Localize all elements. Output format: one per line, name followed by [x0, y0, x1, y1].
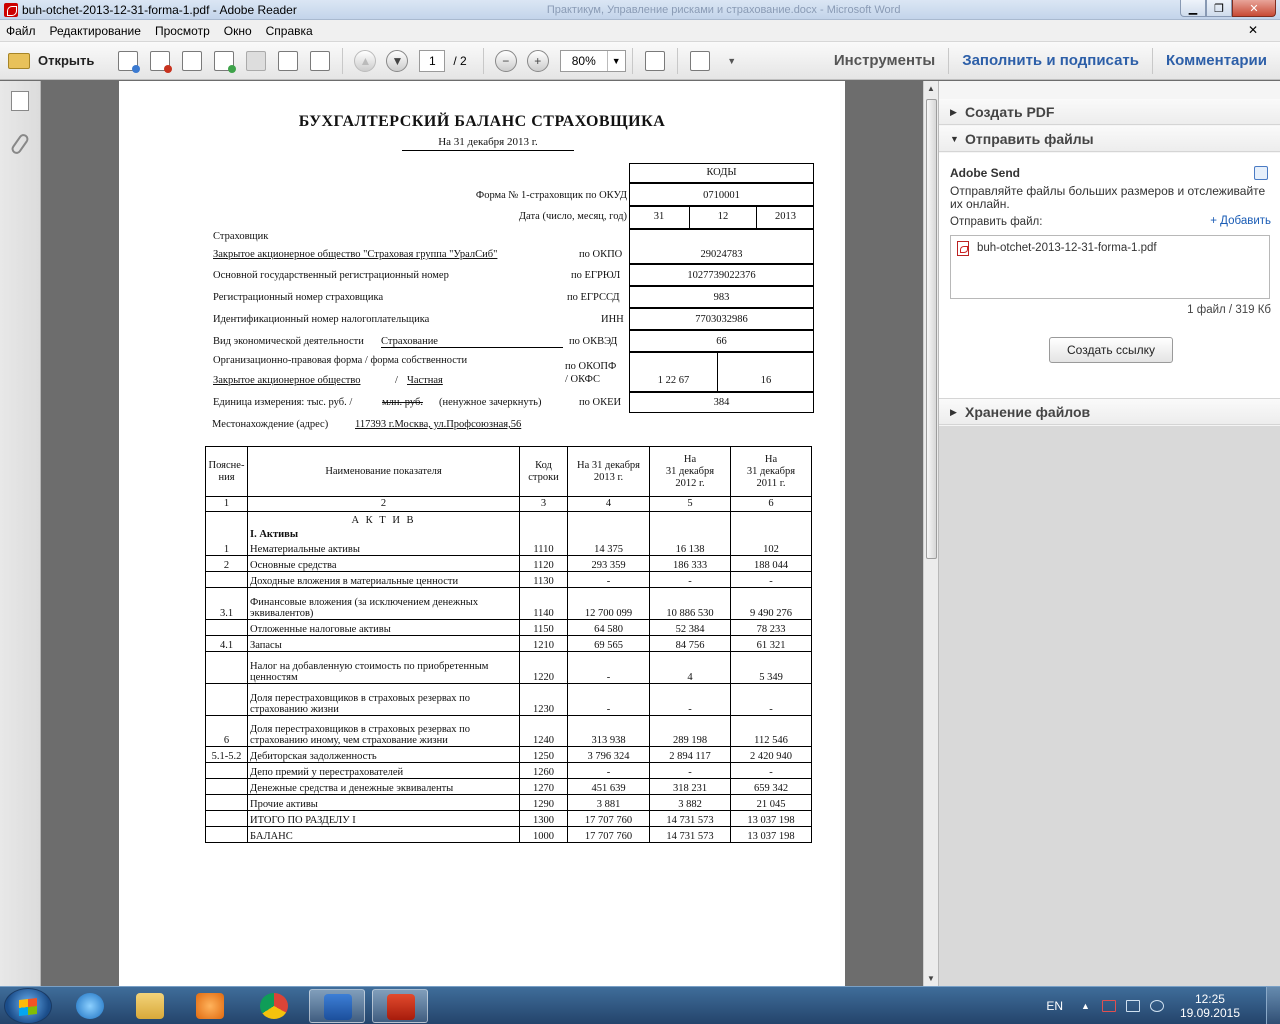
row-note [206, 572, 248, 588]
row-name: Налог на добавленную стоимость по приобретенным ценностям [248, 652, 520, 684]
document-scrollbar[interactable] [923, 81, 938, 986]
toolbar-separator [342, 48, 343, 74]
clock-date: 19.09.2015 [1179, 1006, 1240, 1020]
zoom-select[interactable] [560, 50, 626, 72]
fit-page-icon [645, 51, 665, 71]
activity-label: Вид экономической деятельности [213, 336, 364, 347]
row-code: 1290 [520, 795, 568, 811]
row-value-2013: 3 796 324 [568, 747, 650, 763]
table-row [206, 588, 812, 620]
table-row [206, 556, 812, 572]
header-notes: Поясне- ния [206, 447, 248, 497]
create-pdf-icon [118, 51, 138, 71]
tools-task-pane [938, 81, 1280, 986]
send-file-label: Отправить файл: [950, 216, 1043, 228]
row-code: 1230 [520, 684, 568, 716]
row-value-2013: 17 707 760 [568, 811, 650, 827]
insurer-name: Закрытое акционерное общество "Страховая группа "УралСиб" [213, 249, 498, 260]
row-value-2012: - [650, 572, 731, 588]
next-page-button[interactable] [383, 47, 411, 75]
colnum: 6 [731, 497, 812, 512]
table-cell [731, 526, 812, 540]
adobe-reader-icon [387, 994, 415, 1020]
table-row [206, 684, 812, 716]
row-value-2013: 12 700 099 [568, 588, 650, 620]
document-date-line: На 31 декабря 2013 г. [402, 136, 574, 151]
colnum: 3 [520, 497, 568, 512]
arrow-down-icon: ▼ [386, 50, 408, 72]
plus-icon: + [527, 50, 549, 72]
table-cell [650, 526, 731, 540]
okpo-value: 29024783 [700, 249, 743, 260]
egrul-label: по ЕГРЮЛ [571, 270, 621, 281]
egrssd-value: 983 [713, 292, 730, 303]
create-link-button[interactable]: Создать ссылку [1049, 337, 1173, 363]
row-value-2011: - [731, 684, 812, 716]
row-value-2011: - [731, 763, 812, 779]
row-note [206, 827, 248, 843]
okei-label: по ОКЕИ [579, 397, 622, 408]
row-code: 1130 [520, 572, 568, 588]
main-toolbar [0, 42, 1280, 80]
row-value-2013: 313 938 [568, 716, 650, 747]
language-indicator[interactable]: EN [1046, 999, 1064, 1013]
inn-label: ИНН [601, 314, 624, 325]
row-name: Доля перестраховщиков в страховых резервах по страхованию иному, чем страхование жизни [248, 716, 520, 747]
date-year: 2013 [775, 211, 796, 222]
fill-sign-pane-button[interactable]: Заполнить и подписать [948, 48, 1152, 74]
pencil-icon [182, 51, 202, 71]
egrssd-label: по ЕГРССД [567, 292, 620, 303]
table-row [206, 652, 812, 684]
row-value-2011: 112 546 [731, 716, 812, 747]
row-note: 2 [206, 556, 248, 572]
row-name: Прочие активы [248, 795, 520, 811]
taskbar-ie[interactable] [62, 989, 118, 1023]
attachments-paperclip-icon[interactable] [10, 132, 31, 156]
page-count: / 2 [453, 53, 467, 68]
row-name: Отложенные налоговые активы [248, 620, 520, 636]
clock[interactable] [1180, 992, 1240, 1020]
okpo-label: по ОКПО [579, 249, 623, 260]
file-count: 1 файл / 319 Кб [1187, 304, 1271, 316]
codes-row-split [629, 352, 718, 392]
row-value-2012: 186 333 [650, 556, 731, 572]
row-name: Денежные средства и денежные эквиваленты [248, 779, 520, 795]
row-value-2012: 3 882 [650, 795, 731, 811]
add-file-link[interactable]: + Добавить [1210, 215, 1271, 227]
table-row [206, 827, 812, 843]
row-note: 5.1-5.2 [206, 747, 248, 763]
table-cell [568, 526, 650, 540]
unit-struck: млн. руб. [382, 397, 423, 408]
header-name: Наименование показателя [248, 447, 520, 497]
table-row [206, 620, 812, 636]
task-pane-links [821, 42, 1280, 80]
row-value-2013: - [568, 572, 650, 588]
network-icon[interactable] [1102, 1000, 1116, 1012]
file-list-item[interactable]: buh-otchet-2013-12-31-forma-1.pdf [977, 242, 1157, 254]
upload-button[interactable] [210, 47, 238, 75]
okfs-value: 16 [760, 375, 772, 386]
taskbar-explorer[interactable] [122, 989, 178, 1023]
row-name: ИТОГО ПО РАЗДЕЛУ I [248, 811, 520, 827]
adobe-send-icon [1254, 166, 1268, 180]
table-row [206, 779, 812, 795]
table-cell [731, 512, 812, 526]
table-row [206, 763, 812, 779]
row-name: БАЛАНС [248, 827, 520, 843]
title-bar [0, 0, 1280, 20]
row-code: 1110 [520, 540, 568, 556]
egrul-value: 1027739022376 [687, 270, 756, 281]
document-title: БУХГАЛТЕРСКИЙ БАЛАНС СТРАХОВЩИКА [298, 113, 666, 130]
chrome-icon [260, 993, 288, 1019]
okfs-label: / ОКФС [565, 374, 600, 385]
row-note: 4.1 [206, 636, 248, 652]
comments-pane-button[interactable]: Комментарии [1152, 48, 1280, 74]
okved-value: 66 [716, 336, 727, 347]
row-value-2012: 84 756 [650, 636, 731, 652]
volume-icon[interactable] [1150, 1000, 1164, 1012]
close-document-icon[interactable]: ✕ [1247, 23, 1258, 37]
row-value-2013: 3 881 [568, 795, 650, 811]
adobe-send-description: Отправляйте файлы больших размеров и отслеживайте их онлайн. [950, 184, 1266, 211]
fit-page-button[interactable] [641, 47, 669, 75]
okopf-value: 1 22 67 [657, 375, 690, 386]
unit-note: (ненужное зачеркнуть) [439, 397, 542, 408]
toolbar-overflow-button[interactable] [718, 47, 746, 75]
row-value-2011: 659 342 [731, 779, 812, 795]
print-button[interactable] [274, 47, 302, 75]
open-button[interactable] [8, 53, 94, 69]
row-value-2012: 2 894 117 [650, 747, 731, 763]
row-note [206, 779, 248, 795]
row-name: Нематериальные активы [248, 540, 520, 556]
toolbar-separator [483, 48, 484, 74]
table-header-row [206, 447, 812, 497]
table-cell [520, 512, 568, 526]
address-label: Местонахождение (адрес) [212, 419, 329, 430]
okopf-label: по ОКОПФ [565, 361, 617, 372]
date-day: 31 [653, 211, 665, 222]
row-code: 1210 [520, 636, 568, 652]
row-value-2012: 318 231 [650, 779, 731, 795]
row-note [206, 763, 248, 779]
row-value-2013: - [568, 763, 650, 779]
row-code: 1300 [520, 811, 568, 827]
address-value: 117393 г.Москва, ул.Профсоюзная,56 [355, 419, 522, 430]
create-pdf-label: Создать PDF [965, 104, 1055, 120]
triangle-down-icon: ▼ [950, 134, 959, 144]
windows-taskbar [0, 986, 1280, 1024]
regnum-label: Регистрационный номер страховщика [213, 292, 384, 303]
triangle-right-icon: ▶ [950, 107, 957, 117]
export-pdf-tool-button[interactable] [146, 47, 174, 75]
row-code: 1240 [520, 716, 568, 747]
menu-help[interactable]: Справка [265, 23, 313, 38]
zoom-in-button[interactable] [524, 47, 552, 75]
table-row [206, 795, 812, 811]
send-files-section[interactable] [939, 126, 1280, 152]
unit-label: Единица измерения: тыс. руб. / [213, 397, 353, 408]
create-pdf-tool-button[interactable] [114, 47, 142, 75]
inn-value: 7703032986 [695, 314, 748, 325]
table-row [206, 540, 812, 556]
full-screen-button[interactable] [686, 47, 714, 75]
row-name: Доля перестраховщиков в страховых резервах по страхованию жизни [248, 684, 520, 716]
form-code: 0710001 [703, 190, 740, 201]
system-tray [1046, 987, 1280, 1024]
create-pdf-section[interactable] [939, 99, 1280, 125]
taskbar-word[interactable] [309, 989, 365, 1023]
table-row [206, 716, 812, 747]
ownership-value: Частная [407, 375, 443, 386]
minus-icon: − [495, 50, 517, 72]
row-value-2013: 293 359 [568, 556, 650, 572]
pdf-page [119, 81, 845, 986]
table-row [206, 572, 812, 588]
arrow-up-icon: ▲ [354, 50, 376, 72]
colnum: 4 [568, 497, 650, 512]
row-value-2012: - [650, 763, 731, 779]
section-header-row [206, 512, 812, 526]
row-value-2011: 9 490 276 [731, 588, 812, 620]
row-note [206, 795, 248, 811]
save-button[interactable] [242, 47, 270, 75]
menu-window[interactable]: Окно [223, 23, 252, 38]
row-code: 1260 [520, 763, 568, 779]
row-value-2013: 17 707 760 [568, 827, 650, 843]
opf-value: Закрытое акционерное общество [213, 375, 361, 386]
row-value-2012: 4 [650, 652, 731, 684]
page-thumbnails-icon[interactable] [11, 91, 29, 111]
send-files-panel [939, 153, 1280, 399]
row-name: Доходные вложения в материальные ценности [248, 572, 520, 588]
row-note [206, 652, 248, 684]
media-player-icon [196, 993, 224, 1019]
row-code: 1270 [520, 779, 568, 795]
balance-table [205, 446, 812, 843]
folder-icon [136, 993, 164, 1019]
adobe-reader-app-icon [4, 3, 18, 17]
row-value-2011: 21 045 [731, 795, 812, 811]
menu-edit[interactable]: Редактирование [49, 23, 141, 38]
document-viewport[interactable] [41, 81, 923, 986]
opf-label: Организационно-правовая форма / форма собственности [213, 355, 468, 366]
row-value-2013: 14 375 [568, 540, 650, 556]
row-value-2013: 451 639 [568, 779, 650, 795]
row-note: 1 [206, 540, 248, 556]
header-2011: На 31 декабря 2011 г. [731, 447, 812, 497]
printer-icon [278, 51, 298, 71]
row-value-2012: 14 731 573 [650, 827, 731, 843]
expand-icon [690, 51, 710, 71]
taskbar-media-player[interactable] [182, 989, 238, 1023]
window-controls [1180, 0, 1276, 17]
row-code: 1250 [520, 747, 568, 763]
tray-expand-icon[interactable]: ▲ [1081, 1001, 1090, 1011]
colnum: 2 [248, 497, 520, 512]
menu-file[interactable]: Файл [6, 23, 36, 38]
row-note: 3.1 [206, 588, 248, 620]
row-note [206, 811, 248, 827]
activity-value: Страхование [381, 336, 563, 348]
internet-explorer-icon [76, 993, 104, 1019]
okved-label: по ОКВЭД [569, 336, 618, 347]
clock-time: 12:25 [1194, 992, 1225, 1006]
folder-icon [8, 53, 30, 69]
previous-page-button[interactable] [351, 47, 379, 75]
inn-full-label: Идентификационный номер налогоплательщика [213, 314, 430, 325]
navigation-panel [0, 81, 41, 986]
row-code: 1000 [520, 827, 568, 843]
table-row [206, 811, 812, 827]
row-value-2012: 16 138 [650, 540, 731, 556]
row-code: 1120 [520, 556, 568, 572]
row-code: 1140 [520, 588, 568, 620]
table-cell [520, 526, 568, 540]
cloud-upload-icon [214, 51, 234, 71]
row-value-2011: 102 [731, 540, 812, 556]
header-code: Код строки [520, 447, 568, 497]
form-label: Форма № 1-страховщик по ОКУД [475, 190, 627, 201]
file-storage-section[interactable] [939, 399, 1280, 425]
section-title: А К Т И В [248, 512, 520, 526]
row-note [206, 684, 248, 716]
menu-bar [0, 20, 1280, 42]
zoom-value: 80% [571, 53, 596, 68]
word-icon [324, 994, 352, 1020]
row-value-2012: 10 886 530 [650, 588, 731, 620]
taskbar-adobe-reader[interactable] [372, 989, 428, 1023]
row-code: 1220 [520, 652, 568, 684]
column-number-row [206, 497, 812, 512]
file-list[interactable] [950, 235, 1270, 299]
row-value-2012: 14 731 573 [650, 811, 731, 827]
row-value-2013: - [568, 684, 650, 716]
row-value-2012: 52 384 [650, 620, 731, 636]
codes-header: КОДЫ [706, 167, 737, 178]
row-name: Депо премий у перестрахователей [248, 763, 520, 779]
insurer-label: Страховщик [213, 231, 269, 242]
section-subheader-row [206, 526, 812, 540]
row-value-2012: 289 198 [650, 716, 731, 747]
window-title: buh-otchet-2013-12-31-forma-1.pdf - Adobe Reader [22, 2, 297, 17]
colnum: 1 [206, 497, 248, 512]
row-value-2013: - [568, 652, 650, 684]
maximize-button[interactable]: ❐ [1206, 0, 1232, 17]
task-pane-empty-area [939, 426, 1280, 986]
opf-separator: / [395, 375, 398, 386]
header-2012: На 31 декабря 2012 г. [650, 447, 731, 497]
table-cell [206, 512, 248, 526]
file-storage-label: Хранение файлов [965, 404, 1091, 420]
row-name: Дебиторская задолженность [248, 747, 520, 763]
row-name: Запасы [248, 636, 520, 652]
open-button-label: Открыть [38, 53, 95, 68]
table-cell [650, 512, 731, 526]
show-desktop-button[interactable] [1266, 987, 1280, 1024]
adobe-send-heading: Adobe Send [950, 166, 1021, 180]
envelope-icon [310, 51, 330, 71]
save-icon [246, 51, 266, 71]
row-value-2011: 78 233 [731, 620, 812, 636]
row-value-2011: 5 349 [731, 652, 812, 684]
date-label: Дата (число, месяц, год) [518, 211, 627, 222]
toolbar-separator [677, 48, 678, 74]
close-button[interactable]: ✕ [1232, 0, 1276, 17]
ogrn-label: Основной государственный регистрационный номер [213, 270, 449, 281]
row-note [206, 620, 248, 636]
signal-icon[interactable] [1126, 1000, 1140, 1012]
pdf-file-icon [957, 241, 969, 256]
row-value-2011: 188 044 [731, 556, 812, 572]
header-2013: На 31 декабря 2013 г. [568, 447, 650, 497]
chevron-down-icon[interactable]: ▼ [607, 51, 625, 71]
table-row [206, 747, 812, 763]
zoom-out-button[interactable] [492, 47, 520, 75]
triangle-right-icon: ▶ [950, 407, 957, 417]
row-name: Финансовые вложения (за исключением денежных эквивалентов) [248, 588, 520, 620]
row-value-2013: 64 580 [568, 620, 650, 636]
minimize-button[interactable]: ▁ [1180, 0, 1206, 17]
tools-pane-button[interactable]: Инструменты [833, 52, 936, 69]
send-files-label: Отправить файлы [965, 131, 1094, 147]
scroll-down-icon[interactable]: ▼ [927, 974, 935, 983]
table-row [206, 636, 812, 652]
okei-value: 384 [713, 397, 730, 408]
date-month: 12 [717, 211, 729, 222]
menu-view[interactable]: Просмотр [154, 23, 210, 38]
row-value-2011: 13 037 198 [731, 827, 812, 843]
table-cell [206, 526, 248, 540]
scroll-up-icon[interactable]: ▲ [927, 84, 935, 93]
start-button[interactable] [4, 988, 52, 1024]
row-value-2011: 13 037 198 [731, 811, 812, 827]
row-value-2013: 69 565 [568, 636, 650, 652]
background-window-title: Практикум, Управление рисками и страхование.docx - Microsoft Word [546, 3, 901, 16]
scrollbar-thumb[interactable] [926, 99, 937, 559]
section-subtitle: I. Активы [248, 526, 520, 540]
chevron-down-icon: ▼ [727, 55, 737, 66]
colnum: 5 [650, 497, 731, 512]
edit-pdf-button[interactable] [178, 47, 206, 75]
page-number-input[interactable]: 1 [419, 50, 445, 72]
row-name: Основные средства [248, 556, 520, 572]
taskbar-chrome[interactable] [246, 989, 302, 1023]
toolbar-separator [632, 48, 633, 74]
row-note: 6 [206, 716, 248, 747]
table-cell [568, 512, 650, 526]
row-code: 1150 [520, 620, 568, 636]
row-value-2011: - [731, 572, 812, 588]
export-pdf-icon [150, 51, 170, 71]
row-value-2011: 61 321 [731, 636, 812, 652]
row-value-2012: - [650, 684, 731, 716]
row-value-2011: 2 420 940 [731, 747, 812, 763]
email-button[interactable] [306, 47, 334, 75]
